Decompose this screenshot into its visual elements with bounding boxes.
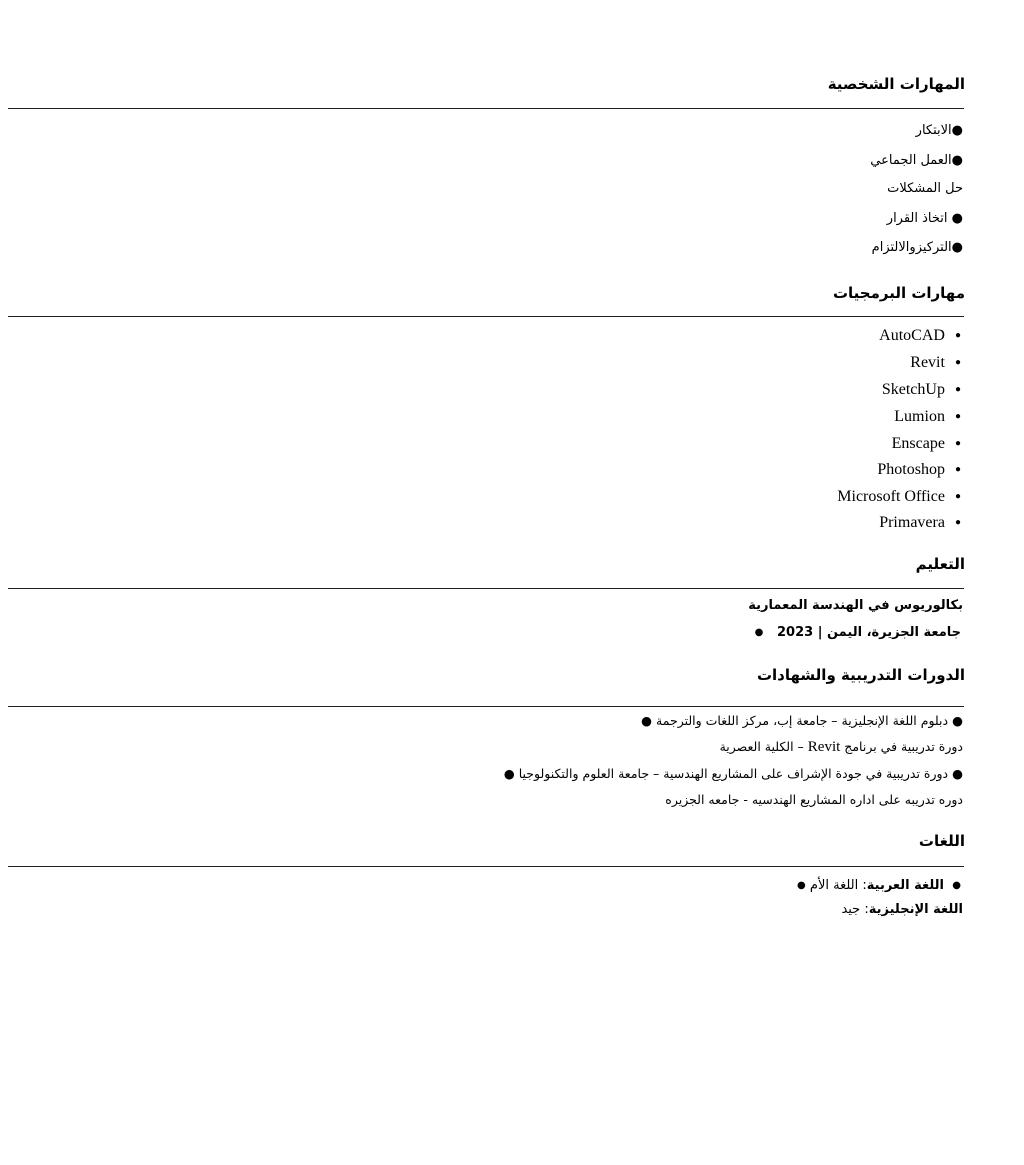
software-name: Enscape xyxy=(891,435,945,452)
bullet: ● xyxy=(954,411,961,422)
section-divider xyxy=(8,866,964,867)
software-name: Microsoft Office xyxy=(837,488,945,505)
bullet: ● xyxy=(954,438,961,449)
software-name: Revit xyxy=(807,739,841,755)
course-item: دوره تدريبه على اداره المشاريع الهندسيه - جامعه الجزيره xyxy=(665,792,963,807)
software-skill-item xyxy=(837,487,961,507)
software-skill-item xyxy=(910,353,961,373)
personal-skill-item: ● اتخاذ القرار xyxy=(886,211,963,226)
course-item: ● دورة تدريبية في جودة الإشراف على المشاريع الهندسية – جامعة العلوم والتكنولوجيا ● xyxy=(503,766,963,781)
language-item-arabic: ● اللغة العربية: اللغة الأم ● xyxy=(797,878,961,893)
software-skill-item xyxy=(877,460,961,480)
personal-skills-heading: المهارات الشخصية xyxy=(827,75,965,93)
software-name: Primavera xyxy=(879,514,945,531)
courses-heading: الدورات التدريبية والشهادات xyxy=(756,666,965,684)
software-name: Photoshop xyxy=(877,461,945,478)
personal-skill-item: حل المشكلات xyxy=(887,181,963,196)
language-level: جيد xyxy=(841,902,861,917)
software-name: AutoCAD xyxy=(879,327,945,344)
graduation-year: 2023 xyxy=(776,625,814,640)
bullet: ● xyxy=(797,880,806,891)
software-skill-item xyxy=(879,326,961,346)
separator: | xyxy=(817,625,823,640)
bullet: ● xyxy=(954,384,961,395)
section-divider xyxy=(8,316,964,317)
degree-title: بكالوريوس في الهندسة المعمارية xyxy=(748,598,963,613)
course-text: دورة تدريبية في برنامج xyxy=(844,739,963,754)
personal-skill-item: ●التركيزوالالتزام xyxy=(871,240,963,255)
software-name: Lumion xyxy=(894,408,945,425)
institution-name: جامعة الجزيرة، اليمن xyxy=(826,625,961,640)
bullet: ● xyxy=(954,517,961,528)
course-text: – الكلية العصرية xyxy=(719,739,804,754)
section-divider xyxy=(8,108,964,109)
software-name: SketchUp xyxy=(881,381,945,398)
bullet: ● xyxy=(954,330,961,341)
course-item xyxy=(720,738,963,756)
languages-heading: اللغات xyxy=(918,832,965,850)
software-skill-item xyxy=(879,513,961,533)
bullet: ● xyxy=(754,627,764,638)
software-skill-item xyxy=(892,434,961,454)
personal-skill-item: ●الابتكار xyxy=(915,123,963,138)
language-item-english: اللغة الإنجليزية: جيد xyxy=(841,902,963,917)
bullet: ● xyxy=(954,357,961,368)
software-name: Revit xyxy=(910,354,945,371)
education-heading: التعليم xyxy=(915,555,965,573)
language-level: اللغة الأم xyxy=(809,878,859,893)
personal-skill-item: ●العمل الجماعي xyxy=(870,153,963,168)
section-divider xyxy=(8,588,964,589)
software-skill-item xyxy=(894,407,961,427)
education-institution-line xyxy=(755,624,961,642)
course-item: ● دبلوم اللغة الإنجليزية – جامعة إب، مركز اللغات والترجمة ● xyxy=(641,713,963,728)
section-divider xyxy=(8,706,964,707)
bullet: ● xyxy=(952,880,961,891)
language-name: اللغة العربية xyxy=(866,878,944,893)
software-skill-item xyxy=(882,380,961,400)
language-name: اللغة الإنجليزية xyxy=(868,902,963,917)
bullet: ● xyxy=(954,491,961,502)
software-skills-heading: مهارات البرمجيات xyxy=(832,284,965,302)
bullet: ● xyxy=(954,464,961,475)
